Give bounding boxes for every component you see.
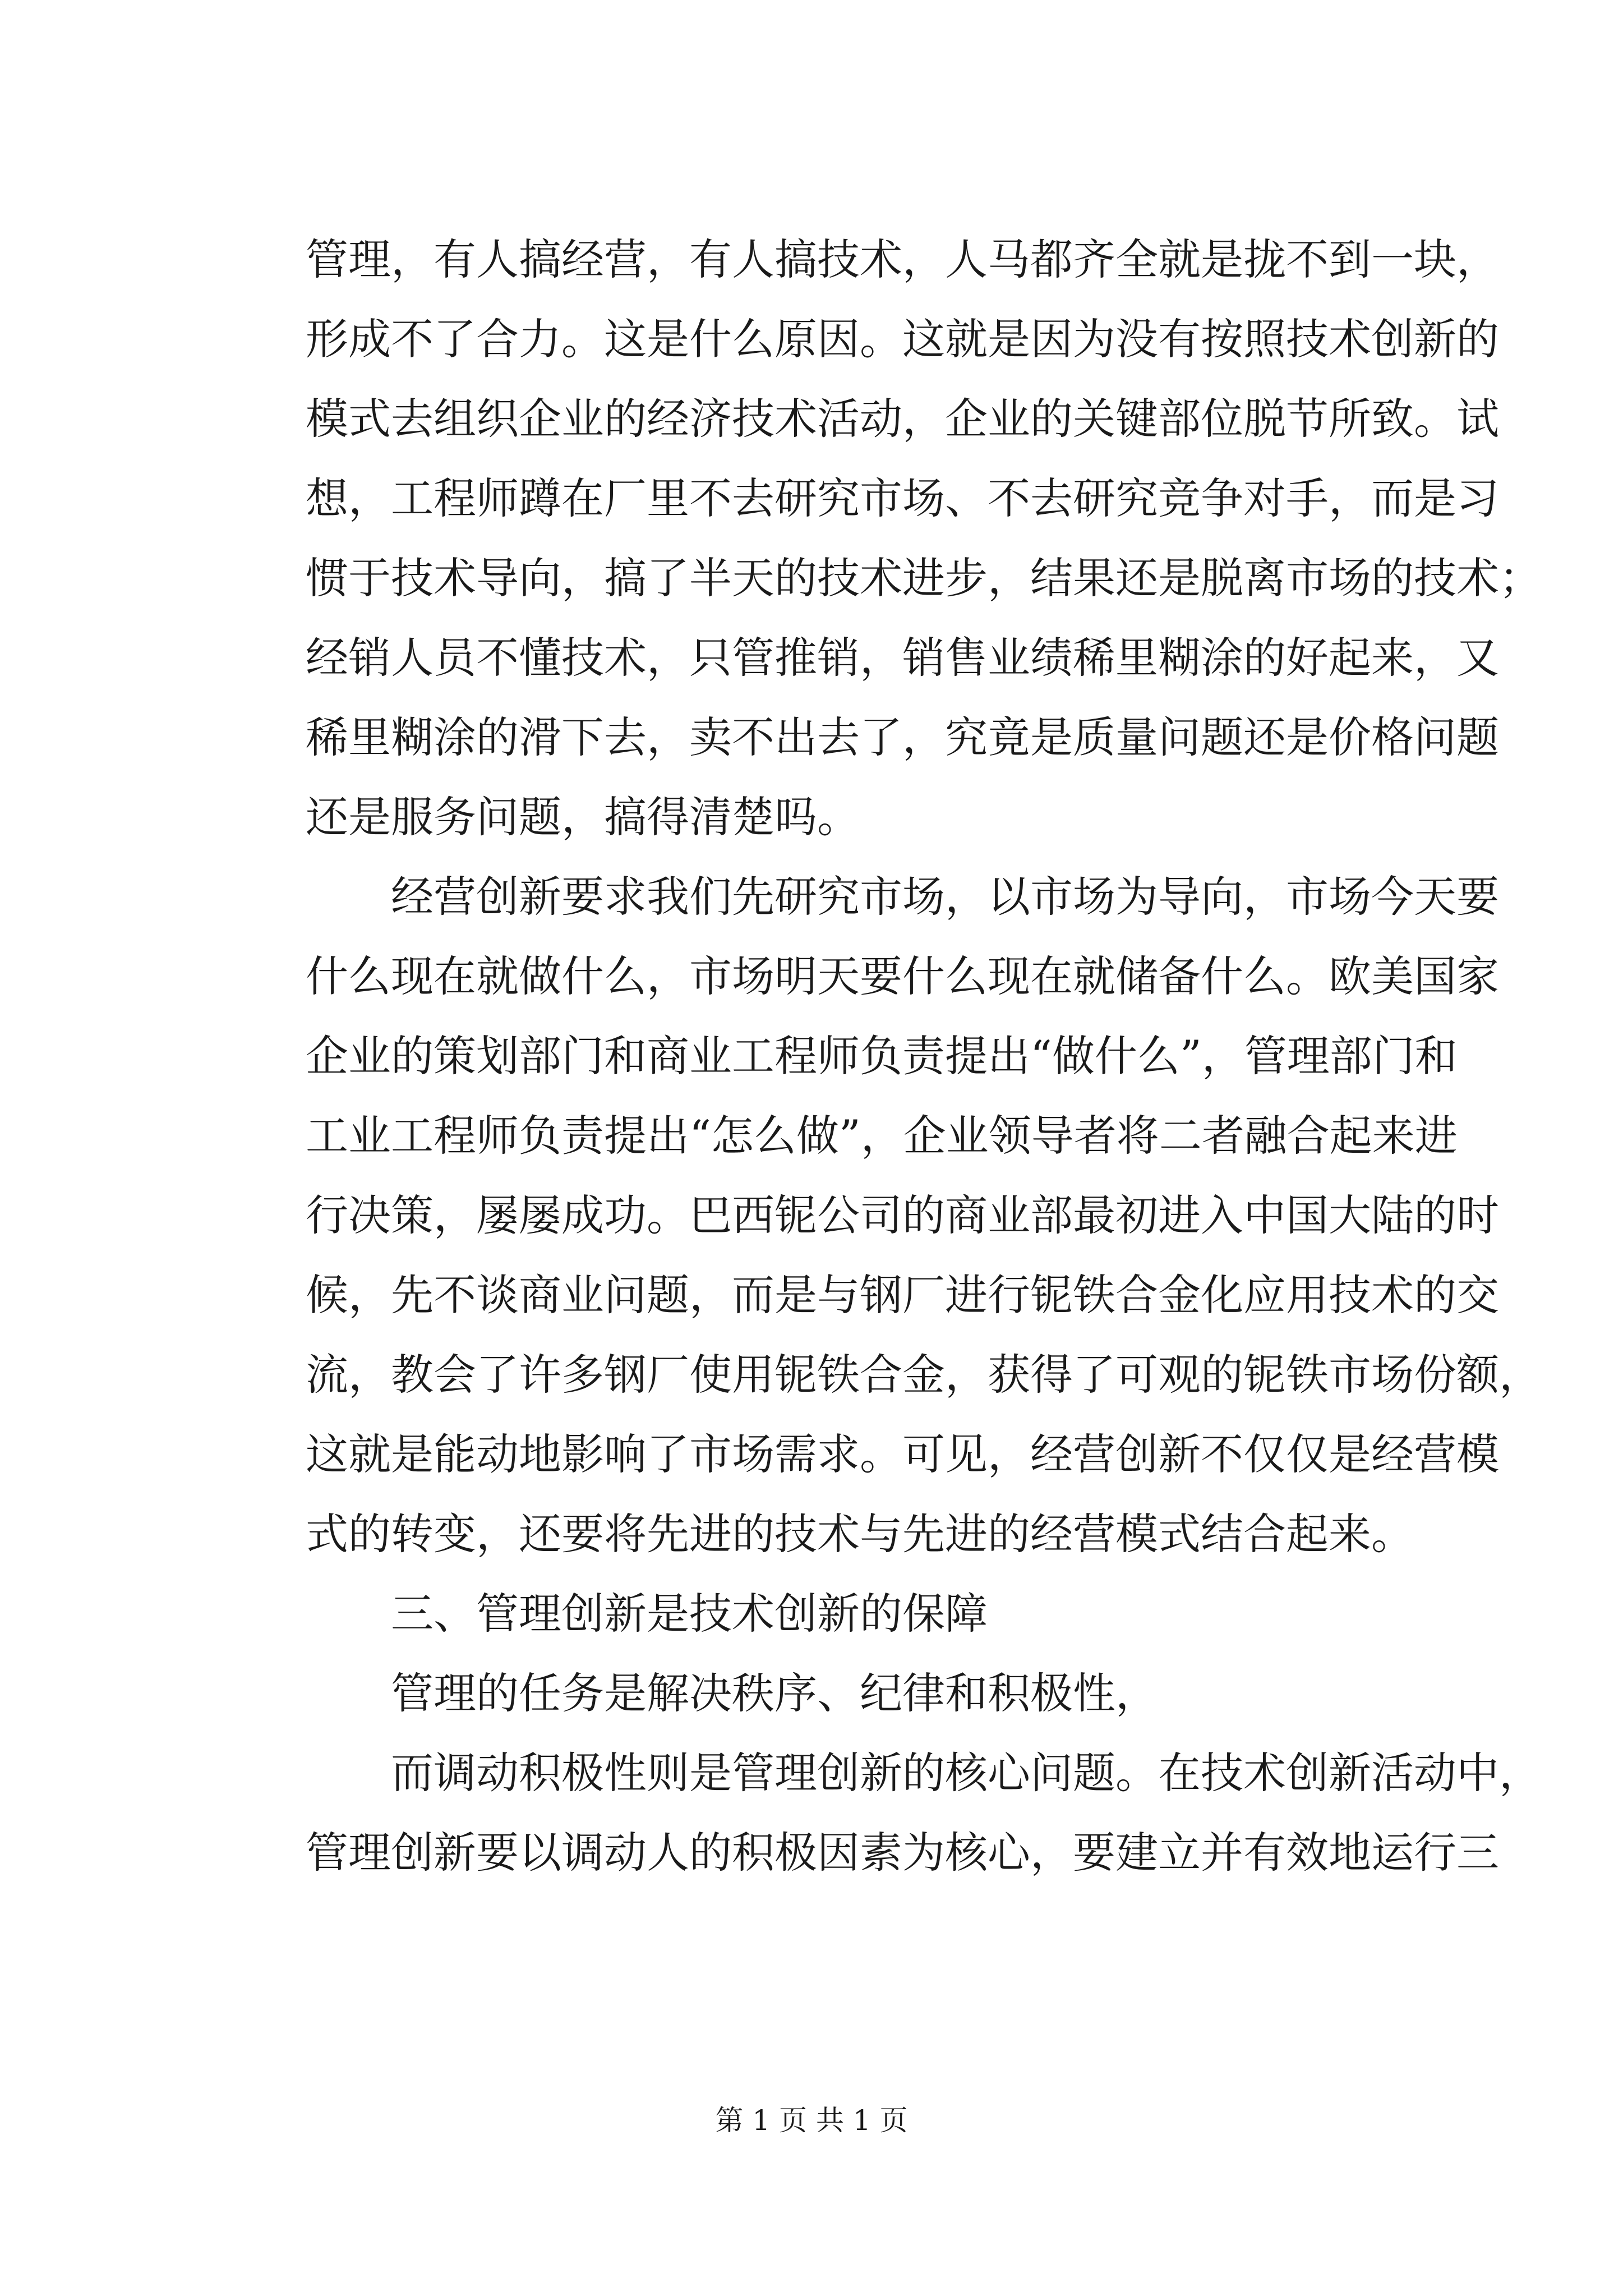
- paragraph-line: 惯于技术导向，搞了半天的技术进步，结果还是脱离市场的技术；: [306, 553, 1542, 603]
- paragraph-line: 稀里糊涂的滑下去，卖不出去了，究竟是质量问题还是价格问题: [306, 712, 1499, 762]
- paragraph-line: 还是服务问题，搞得清楚吗。: [306, 792, 860, 842]
- paragraph-line: 想，工程师蹲在厂里不去研究市场、不去研究竞争对手，而是习: [306, 473, 1499, 523]
- paragraph-line: 什么现在就做什么，市场明天要什么现在就储备什么。欧美国家: [306, 951, 1499, 1001]
- paragraph-line: 行决策，屡屡成功。巴西铌公司的商业部最初进入中国大陆的时: [306, 1190, 1499, 1240]
- paragraph-line: 经营创新要求我们先研究市场，以市场为导向，市场今天要: [391, 872, 1499, 922]
- paragraph-line: 企业的策划部门和商业工程师负责提出“做什么”，管理部门和: [306, 1031, 1458, 1081]
- paragraph-line: 候，先不谈商业问题，而是与钢厂进行铌铁合金化应用技术的交: [306, 1270, 1499, 1320]
- paragraph-line: 经销人员不懂技术，只管推销，销售业绩稀里糊涂的好起来，又: [306, 633, 1499, 683]
- document-body: [306, 220, 1542, 1893]
- paragraph-line: 工业工程师负责提出“怎么做”，企业领导者将二者融合起来进: [306, 1111, 1458, 1161]
- paragraph-line: 管理创新要以调动人的积极因素为核心，要建立并有效地运行三: [306, 1828, 1499, 1878]
- page-number-footer: 第 1 页 共 1 页: [715, 2104, 908, 2137]
- paragraph-line: 而调动积极性则是管理创新的核心问题。在技术创新活动中，: [391, 1748, 1542, 1798]
- paragraph-line: 管理的任务是解决秩序、纪律和积极性，: [391, 1668, 1158, 1718]
- paragraph-line: 式的转变，还要将先进的技术与先进的经营模式结合起来。: [306, 1509, 1414, 1559]
- paragraph-line: 形成不了合力。这是什么原因。这就是因为没有按照技术创新的: [306, 314, 1499, 364]
- section-heading: 三、管理创新是技术创新的保障: [391, 1589, 988, 1639]
- paragraph-line: 模式去组织企业的经济技术活动，企业的关键部位脱节所致。试: [306, 394, 1499, 444]
- paragraph-line: 管理，有人搞经营，有人搞技术，人马都齐全就是拢不到一块，: [306, 234, 1499, 284]
- paragraph-line: 这就是能动地影响了市场需求。可见，经营创新不仅仅是经营模: [306, 1429, 1499, 1479]
- paragraph-line: 流，教会了许多钢厂使用铌铁合金，获得了可观的铌铁市场份额，: [306, 1350, 1542, 1400]
